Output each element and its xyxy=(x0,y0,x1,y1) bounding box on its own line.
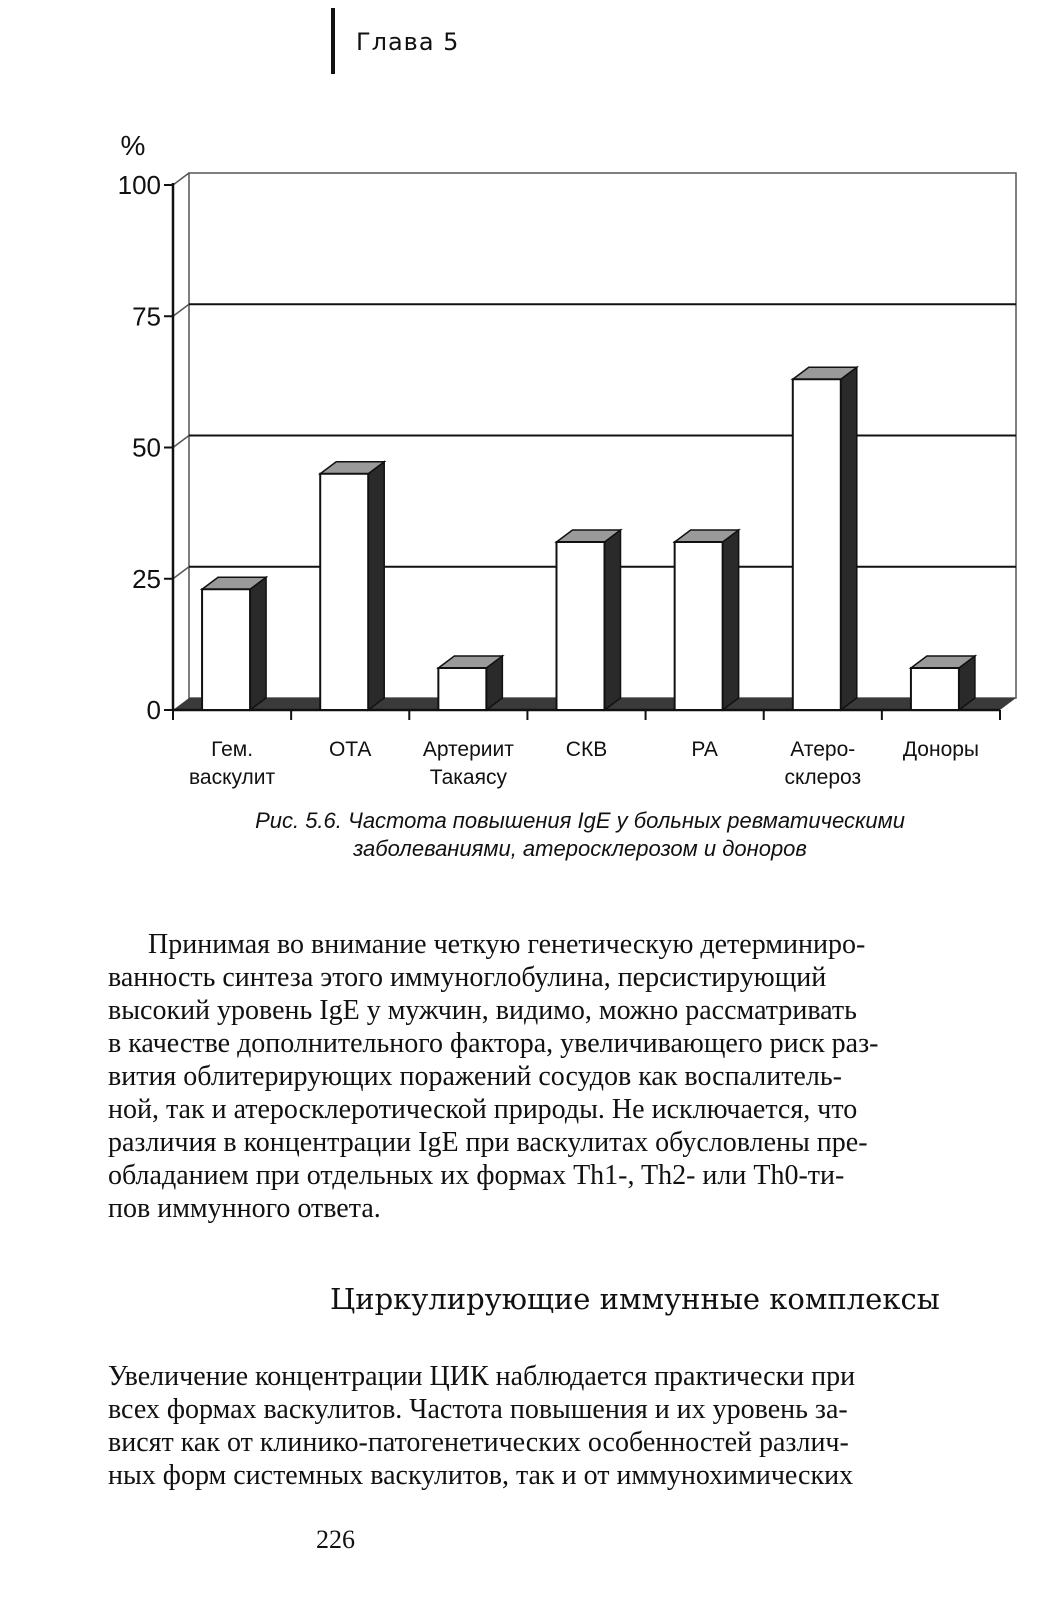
bar-side xyxy=(723,530,739,710)
running-header: Глава 5 xyxy=(356,28,460,56)
bar-side xyxy=(841,367,857,710)
y-axis-label: % xyxy=(120,130,146,161)
x-tick-label: Гем. xyxy=(211,738,254,761)
x-tick-label: СКВ xyxy=(565,738,608,761)
x-tick-label: РА xyxy=(691,738,718,761)
gridline-diagonal xyxy=(173,567,189,579)
paragraph-line: высокий уровень IgE у мужчин, видимо, можно рассматривать xyxy=(108,995,857,1026)
paragraph-line: в качестве дополнительного фактора, увеличивающего риск раз- xyxy=(108,1028,879,1059)
y-tick-label: 75 xyxy=(132,301,161,332)
figure-caption-line-1: Рис. 5.6. Частота повышения IgE у больных ревматическими xyxy=(255,808,905,833)
bar xyxy=(675,542,723,710)
gridline-diagonal xyxy=(173,436,189,448)
bar-side xyxy=(368,462,384,710)
figure-caption-line-2: заболеваниями, атеросклерозом и доноров xyxy=(353,836,807,861)
y-tick-label: 0 xyxy=(146,695,161,725)
paragraph-line: ных форм системных васкулитов, так и от иммунохимических xyxy=(108,1460,854,1491)
gridline-diagonal xyxy=(173,304,189,316)
paragraph-line: обладанием при отдельных их формах Th1-, Th2- или Th0-ти- xyxy=(108,1160,845,1191)
y-tick-label: 100 xyxy=(117,170,161,200)
section-title: Циркулирующие иммунные комплексы xyxy=(330,1282,940,1316)
paragraph-line: висят как от клинико-патогенетических особенностей различ- xyxy=(108,1427,849,1458)
paragraph-line: Увеличение концентрации ЦИК наблюдается практически при xyxy=(108,1361,856,1392)
paragraph-line: ванность синтеза этого иммуноглобулина, персистирующий xyxy=(108,962,827,993)
paragraph-line: пов иммунного ответа. xyxy=(108,1193,381,1224)
x-tick-label: Такаясу xyxy=(429,766,507,789)
bar xyxy=(320,474,368,710)
paragraph-line: Принимая во внимание четкую генетическую детерминиро- xyxy=(148,929,866,960)
bar-side xyxy=(250,577,266,710)
x-tick-label: Атеро- xyxy=(790,738,856,761)
x-tick-label: склероз xyxy=(784,766,862,789)
paragraph-2 xyxy=(108,1360,1013,1492)
page-number: 226 xyxy=(316,1525,355,1554)
x-tick-label: ОТА xyxy=(328,738,372,761)
bar xyxy=(202,589,250,710)
paragraph-line: ной, так и атеросклеротической природы. Не исключается, что xyxy=(108,1094,858,1125)
bar-side xyxy=(605,530,621,710)
y-tick-label: 50 xyxy=(132,432,161,463)
paragraph-line: вития облитерирующих поражений сосудов как воспалитель- xyxy=(108,1061,842,1092)
paragraph-line: различия в концентрации IgE при васкулитах обусловлены пре- xyxy=(108,1127,868,1158)
bar xyxy=(557,542,605,710)
paragraph-1 xyxy=(108,928,1013,1225)
x-tick-label: Доноры xyxy=(902,738,980,761)
x-tick-label: Артериит xyxy=(422,738,514,761)
bar xyxy=(911,668,959,710)
bar xyxy=(438,668,486,710)
bar xyxy=(793,379,841,710)
x-tick-label: васкулит xyxy=(188,766,276,789)
axis-depth-line xyxy=(173,173,189,185)
y-tick-label: 25 xyxy=(132,563,161,594)
paragraph-line: всех формах васкулитов. Частота повышения и их уровень за- xyxy=(108,1394,848,1425)
